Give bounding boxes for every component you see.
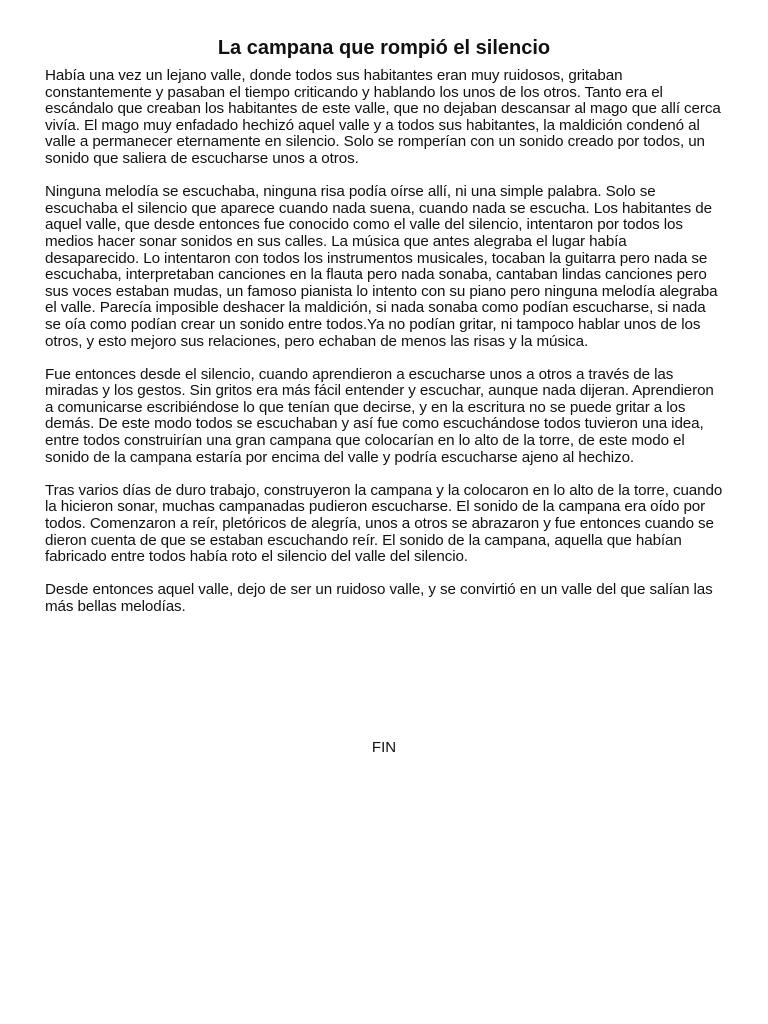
story-paragraph-5: Desde entonces aquel valle, dejo de ser un ruidoso valle, y se convirtió en un valle del que salían las más bellas melodías. (45, 581, 713, 615)
document-page (45, 34, 723, 756)
story-paragraph-4: Tras varios días de duro trabajo, construyeron la campana y la colocaron en lo alto de la torre, cuando la hicieron sonar, muchas campanadas pudieron escucharse. El sonido de la campana era oído por todos. Comenzaron a reír, pletóricos de alegría, unos a otros se abrazaron y fue entonces cuando se dieron cuenta de que se estaban escuchando reír. El sonido de la campana, aquella que habían fabricado entre todos había roto el silencio del valle del silencio. (45, 481, 723, 566)
story-paragraph-2: Ninguna melodía se escuchaba, ninguna risa podía oírse allí, ni una simple palabra. Solo se escuchaba el silencio que aparece cuando nada suena, cuando nada se escucha. Los habitantes de aquel valle, que desde entonces fue conocido como el valle del silencio, intentaron por todos los medios hacer sonar sonidos en sus calles. La música que antes alegraba el lugar había desaparecido. Lo intentaron con todos los instrumentos musicales, tocaban la guitarra pero nada se escuchaba, interpretaban canciones en la flauta pero nada sonaba, cantaban lindas canciones pero sus voces estaban mudas, un famoso pianista lo intento con su piano pero ninguna melodía alegraba el valle. Parecía imposible deshacer la maldición, si nada sonaba como podían escucharse, si nada se oía como podían crear un sonido entre todos.Ya no podían gritar, ni tampoco hablar unos de los otros, y esto mejoro sus relaciones, pero echaban de menos las risas y la música. (45, 183, 718, 350)
story-paragraph-1: Había una vez un lejano valle, donde todos sus habitantes eran muy ruidosos, gritaban constantemente y pasaban el tiempo criticando y hablando los unos de los otros. Tanto era el escándalo que creaban los habitantes de este valle, que no dejaban descansar al mago que allí cerca vivía. El mago muy enfadado hechizó aquel valle y a todos sus habitantes, la maldición condenó al valle a permanecer eternamente en silencio. Solo se romperían con un sonido creado por todos, un sonido que saliera de escucharse unos a otros. (45, 67, 721, 167)
story-paragraph-3: Fue entonces desde el silencio, cuando aprendieron a escucharse unos a otros a través de las miradas y los gestos. Sin gritos era más fácil entender y escuchar, aunque nada dijeran. Aprendieron a comunicarse escribiéndose lo que tenían que decirse, y en la escritura no se puede gritar a los demás. De este modo todos se escuchaban y así fue como escuchándose todos tuvieron una idea, entre todos construirían una gran campana que colocarían en lo alto de la torre, de este modo el sonido de la campana estaría por encima del valle y podría escucharse ajeno al hechizo. (45, 365, 714, 466)
story-ending: FIN (371, 739, 397, 756)
story-title: La campana que rompió el silencio (217, 37, 551, 59)
